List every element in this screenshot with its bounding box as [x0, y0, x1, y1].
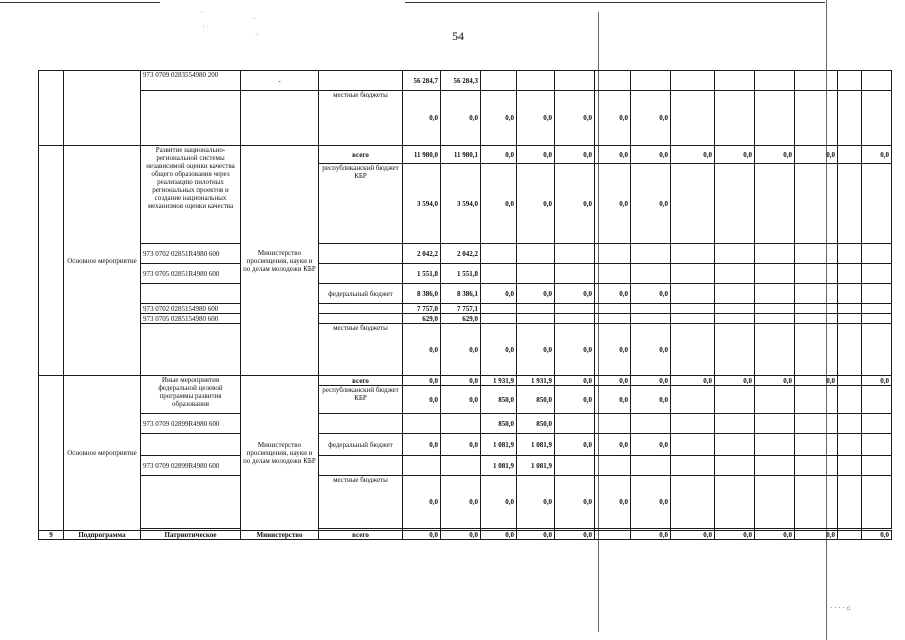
- value-cell: 0,0: [631, 376, 671, 386]
- value-cell: 1 081,9: [481, 434, 517, 456]
- value-cell: 56 284,3: [441, 71, 481, 91]
- value-cell: 0,0: [555, 386, 595, 414]
- table-row: [39, 456, 892, 476]
- value-cell: 0,0: [755, 376, 795, 386]
- value-cell: 0,0: [441, 91, 481, 146]
- value-cell: 0,0: [403, 91, 441, 146]
- scan-artifact-footer: · · · · ⌂: [830, 604, 851, 612]
- value-cell: 0,0: [517, 284, 555, 304]
- funding-source-label: республиканский бюджет КБР: [319, 386, 403, 414]
- value-cell: 0,0: [555, 146, 595, 164]
- value-cell: 629,0: [403, 314, 441, 324]
- value-cell: 8 386,0: [403, 284, 441, 304]
- value-cell: 0,0: [715, 376, 755, 386]
- value-cell: 0,0: [441, 324, 481, 376]
- value-cell: 1 931,9: [481, 376, 517, 386]
- value-cell: 0,0: [631, 164, 671, 244]
- budget-code: 973 0709 0283554980 200: [141, 71, 241, 91]
- value-cell: 850,0: [481, 386, 517, 414]
- value-cell: 3 594,0: [403, 164, 441, 244]
- value-cell: 0,0: [517, 146, 555, 164]
- activity-name: Развитие национально-региональной системы независимой оценки качества общего образования через реализацию пилотных региональных проектов и создание национальных механизмов оценки качества: [141, 146, 241, 244]
- budget-table: [38, 70, 892, 540]
- funding-source-label: всего: [319, 146, 403, 164]
- value-cell: 0,0: [403, 434, 441, 456]
- value-cell: 0,0: [671, 146, 715, 164]
- value-cell: 1 081,9: [517, 434, 555, 456]
- value-cell: 0,0: [795, 376, 838, 386]
- value-cell: 0,0: [595, 146, 631, 164]
- value-cell: 11 980,1: [441, 146, 481, 164]
- value-cell: 850,0: [517, 414, 555, 434]
- table-row: [39, 284, 892, 304]
- scan-artifact-top: [0, 0, 905, 6]
- table-row: [39, 264, 892, 284]
- activity-name: Патриотическое: [141, 531, 241, 540]
- value-cell: 0,0: [862, 146, 892, 164]
- value-cell: 850,0: [481, 414, 517, 434]
- value-cell: 0,0: [595, 164, 631, 244]
- value-cell: 0,0: [441, 531, 481, 540]
- value-cell: 0,0: [715, 146, 755, 164]
- value-cell: 1 551,8: [403, 264, 441, 284]
- value-cell: [595, 531, 631, 540]
- value-cell: 1 081,9: [481, 456, 517, 476]
- value-cell: 0,0: [517, 91, 555, 146]
- value-cell: 8 386,1: [441, 284, 481, 304]
- value-cell: 0,0: [555, 91, 595, 146]
- funding-source-label: федеральный бюджет: [319, 284, 403, 304]
- funding-source-label: республиканский бюджет КБР: [319, 164, 403, 244]
- value-cell: 0,0: [481, 146, 517, 164]
- value-cell: 1 551,8: [441, 264, 481, 284]
- value-cell: 0,0: [555, 434, 595, 456]
- value-cell: 0,0: [403, 376, 441, 386]
- value-cell: 0,0: [595, 434, 631, 456]
- activity-type: Подпрограмма: [64, 531, 141, 540]
- value-cell: 0,0: [517, 164, 555, 244]
- value-cell: 0,0: [755, 531, 795, 540]
- table-row: [39, 324, 892, 376]
- budget-code: 973 0705 02851R4980 600: [141, 264, 241, 284]
- value-cell: 0,0: [715, 531, 755, 540]
- dash-cell: -: [241, 71, 319, 91]
- scan-line: [405, 2, 825, 3]
- value-cell: 0,0: [555, 164, 595, 244]
- table-row: [39, 476, 892, 529]
- value-cell: 56 284,7: [403, 71, 441, 91]
- scan-speck: · ·: [200, 10, 206, 16]
- table-row: [39, 376, 892, 386]
- table-row: [39, 304, 892, 314]
- value-cell: 0,0: [441, 476, 481, 529]
- value-cell: 0,0: [755, 146, 795, 164]
- value-cell: 0,0: [862, 376, 892, 386]
- budget-code: 973 0709 02899R4980 600: [141, 456, 241, 476]
- value-cell: 7 757,1: [441, 304, 481, 314]
- activity-name: Иные мероприятия федеральной целевой программы развития образования: [141, 376, 241, 414]
- value-cell: 3 594,0: [441, 164, 481, 244]
- value-cell: 0,0: [862, 531, 892, 540]
- funding-source-label: всего: [319, 376, 403, 386]
- activity-type: Основное мероприятие: [64, 146, 141, 376]
- value-cell: 0,0: [517, 476, 555, 529]
- funding-source-label: местные бюджеты: [319, 476, 403, 529]
- executor: Министерство просвещения, науки и по делам молодежи КБР: [241, 376, 319, 531]
- table-row: [39, 244, 892, 264]
- value-cell: 0,0: [517, 531, 555, 540]
- budget-code: 973 0705 0285154980 600: [141, 314, 241, 324]
- value-cell: 0,0: [555, 284, 595, 304]
- value-cell: 0,0: [481, 324, 517, 376]
- budget-code: 973 0702 02851R4980 600: [141, 244, 241, 264]
- value-cell: 0,0: [481, 284, 517, 304]
- table-row: [39, 71, 892, 91]
- row-number: 9: [39, 531, 64, 540]
- value-cell: 0,0: [517, 324, 555, 376]
- value-cell: 0,0: [631, 284, 671, 304]
- value-cell: 0,0: [595, 91, 631, 146]
- value-cell: 2 042,2: [441, 244, 481, 264]
- value-cell: 0,0: [555, 324, 595, 376]
- scan-speck: ·:: [255, 32, 259, 38]
- funding-source-label: всего: [319, 531, 403, 540]
- value-cell: 0,0: [795, 531, 838, 540]
- value-cell: 11 980,0: [403, 146, 441, 164]
- value-cell: 0,0: [481, 164, 517, 244]
- value-cell: 0,0: [671, 531, 715, 540]
- scan-speck: : ·: [203, 24, 209, 30]
- executor: Министерство: [241, 531, 319, 540]
- value-cell: 0,0: [403, 476, 441, 529]
- value-cell: 0,0: [631, 434, 671, 456]
- funding-source-label: федеральный бюджет: [319, 434, 403, 456]
- value-cell: 850,0: [517, 386, 555, 414]
- value-cell: 629,0: [441, 314, 481, 324]
- value-cell: 7 757,0: [403, 304, 441, 314]
- budget-code: 973 0702 0285154980 600: [141, 304, 241, 314]
- budget-code: 973 0709 02899R4980 600: [141, 414, 241, 434]
- value-cell: 0,0: [403, 386, 441, 414]
- value-cell: 0,0: [441, 434, 481, 456]
- value-cell: 0,0: [481, 91, 517, 146]
- value-cell: 1 081,9: [517, 456, 555, 476]
- value-cell: 0,0: [595, 284, 631, 304]
- value-cell: 0,0: [631, 146, 671, 164]
- value-cell: 0,0: [595, 324, 631, 376]
- funding-source-label: местные бюджеты: [319, 91, 403, 146]
- table-row: [39, 414, 892, 434]
- value-cell: 0,0: [595, 476, 631, 529]
- value-cell: 0,0: [631, 386, 671, 414]
- value-cell: 0,0: [631, 91, 671, 146]
- value-cell: 0,0: [631, 531, 671, 540]
- scan-line: [0, 2, 160, 3]
- table-row: [39, 531, 892, 540]
- table-row: [39, 314, 892, 324]
- value-cell: 0,0: [595, 376, 631, 386]
- value-cell: 0,0: [795, 146, 838, 164]
- value-cell: 0,0: [481, 476, 517, 529]
- executor: Министерство просвещения, науки и по делам молодежи КБР: [241, 146, 319, 376]
- scan-speck: ··: [252, 16, 256, 22]
- table-row: [39, 91, 892, 146]
- value-cell: 0,0: [481, 531, 517, 540]
- value-cell: 0,0: [595, 386, 631, 414]
- table-row: [39, 434, 892, 456]
- page-number: 54: [452, 29, 464, 43]
- value-cell: 0,0: [555, 531, 595, 540]
- activity-type: Основное мероприятие: [64, 376, 141, 531]
- value-cell: 0,0: [441, 376, 481, 386]
- value-cell: 0,0: [631, 476, 671, 529]
- table-row: [39, 146, 892, 164]
- value-cell: 0,0: [555, 476, 595, 529]
- value-cell: 0,0: [631, 324, 671, 376]
- value-cell: 1 931,9: [517, 376, 555, 386]
- value-cell: 0,0: [441, 386, 481, 414]
- value-cell: 0,0: [671, 376, 715, 386]
- funding-source-label: местные бюджеты: [319, 324, 403, 376]
- value-cell: 0,0: [403, 324, 441, 376]
- value-cell: 0,0: [403, 531, 441, 540]
- value-cell: 0,0: [555, 376, 595, 386]
- value-cell: 2 042,2: [403, 244, 441, 264]
